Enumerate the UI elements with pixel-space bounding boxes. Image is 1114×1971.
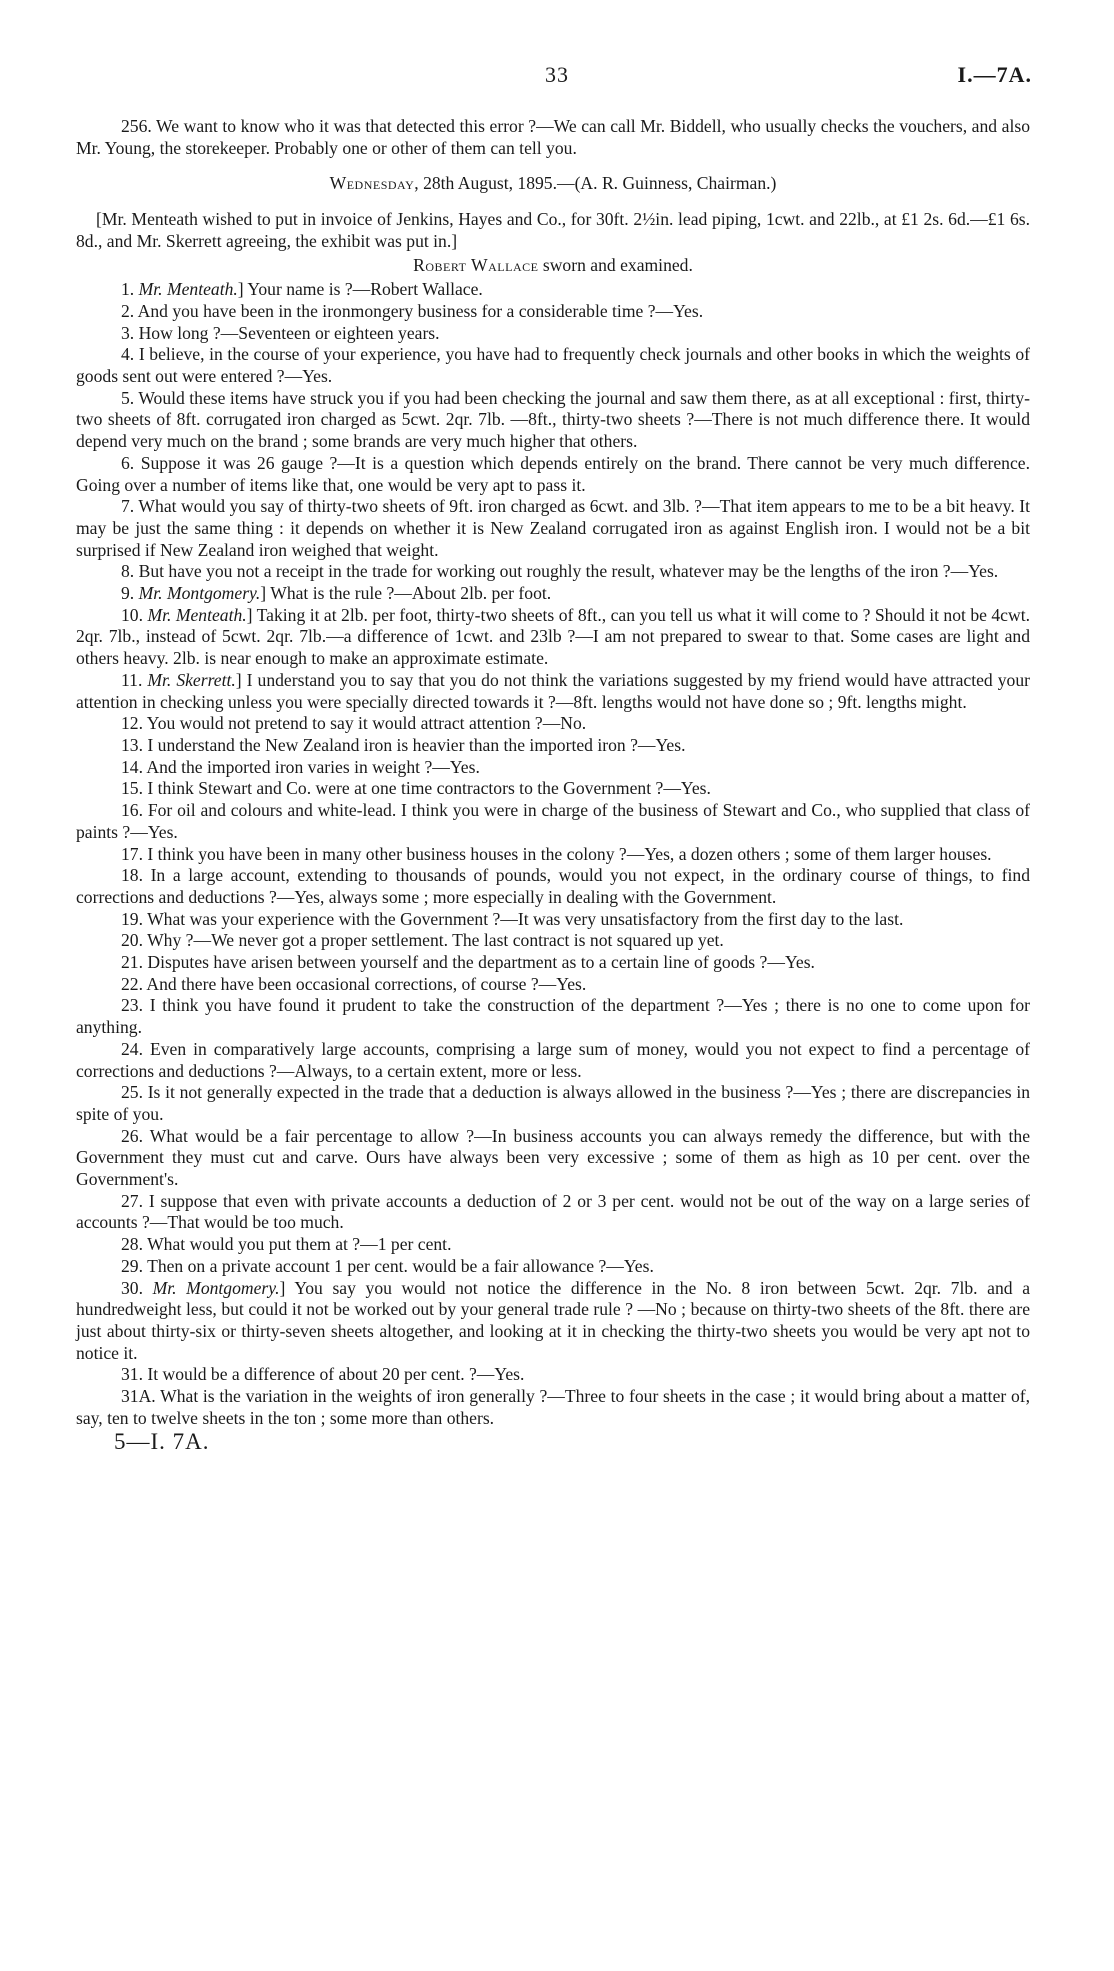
question-number: 25. (121, 1082, 148, 1103)
question-paragraph (76, 844, 1030, 866)
document-reference: I.—7A. (957, 62, 1032, 87)
sitting-date-heading (76, 173, 1030, 195)
question-text: What would you say of thirty-two sheets of 9ft. iron charged as 6cwt. and 3lb. ?—That item appears to me to be a bit heavy. It may be just the same thing : it depends on whether it is New Zealand corrugated iron as against English iron. I would not be a bit surprised if New Zealand iron weighed that weight. (76, 496, 1031, 560)
question-text: ] I understand you to say that you do not think the variations suggested by my friend would have attracted your attention in checking unless you were specially directed towards it ?—8ft. lengths would not have done so ; 9ft. lengths might. (76, 669, 1030, 712)
question-number: 8. (121, 561, 139, 582)
speaker-name: Mr. Menteath. (138, 279, 238, 300)
question-text: ] Taking it at 2lb. per foot, thirty-two sheets of 8ft., can you tell us what it will come to ? Should it not be 4cwt. 2qr. 7lb., instead of 5cwt. 2qr. 7lb.—a difference of 1cwt. and 23lb ?—I am not prepared to swear to that. Some cases are light and others heavy. 2lb. is near enough to make an approximate estimate. (76, 604, 1030, 669)
question-text: You would not pretend to say it would attract attention ?—No. (146, 713, 587, 734)
exhibit-note: [Mr. Menteath wished to put in invoice of Jenkins, Hayes and Co., for 30ft. 2½in. lead piping, 1cwt. and 22lb., at £1 2s. 6d.—£1 6s. 8d., and Mr. Skerrett agreeing, the exhibit was put in.] (76, 209, 1030, 251)
question-text: What would be a fair percentage to allow ?—In business accounts you can always remedy the difference, but with the Government they must cut and carve. Ours have always been very excessive ; some of them as high as 10 per cent. over the Government's. (76, 1125, 1031, 1190)
question-paragraph (76, 930, 1030, 952)
question-text: ] You say you would not notice the difference in the No. 8 iron between 5cwt. 2qr. 7lb. and a hundredweight less, but could it not be worked out by your general trade rule ? —No ; because on thirty-two sheets of the 8ft. there are just about thirty-six or thirty-seven sheets altogether, and looking at it in checking the thirty-two sheets you would be very apt not to notice it. (76, 1277, 1030, 1363)
question-number: 21. (121, 952, 148, 973)
speaker-name: Mr. Skerrett. (147, 669, 236, 690)
question-paragraph (76, 1191, 1030, 1234)
question-number: 29. (121, 1255, 148, 1276)
speaker-name: Mr. Menteath. (147, 604, 247, 625)
question-number: 31A. (121, 1386, 161, 1407)
speaker-name: Mr. Montgomery. (138, 583, 261, 604)
question-number: 6. (121, 452, 141, 473)
question-paragraph (76, 301, 1030, 323)
question-text: Even in comparatively large accounts, comprising a large sum of money, would you not expect to find a percentage of corrections and deductions ?—Always, to a certain extent, more or less. (76, 1038, 1030, 1081)
question-text: ] Your name is ?—Robert Wallace. (237, 279, 483, 300)
witness-name: Robert Wallace (413, 254, 539, 275)
question-paragraph (76, 583, 1030, 605)
signature-footer: 5—I. 7A. (114, 1429, 210, 1455)
question-text: And you have been in the ironmongery business for a considerable time ?—Yes. (137, 300, 704, 321)
question-number: 22. (121, 973, 147, 994)
question-paragraph (76, 800, 1030, 843)
question-paragraph (76, 1039, 1030, 1082)
question-number: 15. (121, 778, 148, 799)
question-paragraph (76, 1364, 1030, 1386)
question-paragraph (76, 865, 1030, 908)
question-text: For oil and colours and white-lead. I think you were in charge of the business of Stewart and Co., who supplied that class of paints ?—Yes. (76, 800, 1030, 842)
question-text: And the imported iron varies in weight ?—Yes. (146, 756, 480, 777)
heading-day: Wednesday (329, 173, 415, 194)
question-paragraph (76, 1082, 1030, 1125)
question-paragraph (76, 453, 1030, 496)
question-text: Suppose it was 26 gauge ?—It is a question which depends entirely on the brand. There cannot be very much difference. Going over a number of items like that, one would be very apt to pass it. (76, 452, 1030, 495)
witness-heading (76, 255, 1030, 277)
question-paragraph (76, 778, 1030, 800)
question-text: What was your experience with the Government ?—It was very unsatisfactory from the first day to the last. (147, 908, 904, 929)
question-paragraph (76, 995, 1030, 1038)
question-list (76, 279, 1030, 1429)
question-number: 4. (121, 344, 139, 365)
question-paragraph (76, 757, 1030, 779)
question-number: 20. (121, 930, 148, 951)
question-text: I suppose that even with private accounts a deduction of 2 or 3 per cent. would not be out of the way on a large series of accounts ?—That would be too much. (76, 1190, 1030, 1233)
question-text: ] What is the rule ?—About 2lb. per foot. (260, 583, 552, 604)
question-paragraph (76, 974, 1030, 996)
heading-rest: , 28th August, 1895.—(A. R. Guinness, Chairman.) (414, 173, 777, 194)
witness-rest: sworn and examined. (538, 254, 693, 275)
question-number: 3. (121, 322, 139, 343)
question-text: What would you put them at ?—1 per cent. (147, 1234, 452, 1255)
question-text: It would be a difference of about 20 per cent. ?—Yes. (147, 1364, 525, 1385)
question-paragraph (76, 713, 1030, 735)
question-number: 7. (121, 496, 139, 517)
question-paragraph (76, 735, 1030, 757)
question-number: 30. (121, 1277, 153, 1298)
page-header (0, 62, 1114, 92)
question-number: 19. (121, 908, 148, 929)
question-paragraph (76, 605, 1030, 670)
question-number: 10. (121, 604, 148, 625)
question-number: 17. (121, 843, 148, 864)
question-number: 9. (121, 583, 139, 604)
question-number: 26. (121, 1125, 150, 1146)
question-text: I think you have been in many other business houses in the colony ?—Yes, a dozen others ; some of them larger houses. (147, 843, 992, 864)
question-text: And there have been occasional corrections, of course ?—Yes. (146, 973, 587, 994)
question-paragraph (76, 1278, 1030, 1365)
question-text: Disputes have arisen between yourself and the department as to a certain line of goods ?—Yes. (147, 952, 815, 973)
question-text: What is the variation in the weights of iron generally ?—Three to four sheets in the case ; it would bring about a matter of, say, ten to twelve sheets in the ton ; some more than others. (76, 1386, 1031, 1428)
page-number: 33 (545, 62, 569, 87)
question-text: Then on a private account 1 per cent. would be a fair allowance ?—Yes. (147, 1255, 654, 1276)
question-text: I think Stewart and Co. were at one time contractors to the Government ?—Yes. (147, 778, 711, 799)
question-number: 24. (121, 1038, 150, 1059)
question-text: I believe, in the course of your experience, you have had to frequently check journals and other books in which the weights of goods sent out were entered ?—Yes. (76, 344, 1031, 387)
question-paragraph (76, 323, 1030, 345)
question-number: 18. (121, 865, 151, 886)
question-text: In a large account, extending to thousands of pounds, would you not expect, in the ordinary course of things, to find corrections and deductions ?—Yes, always some ; more especially in dealing with the Government. (76, 865, 1030, 907)
question-number: 27. (121, 1190, 149, 1211)
question-text: Why ?—We never got a proper settlement. The last contract is not squared up yet. (147, 930, 724, 951)
question-paragraph (76, 909, 1030, 931)
question-paragraph (76, 1256, 1030, 1278)
question-text: How long ?—Seventeen or eighteen years. (138, 322, 440, 343)
question-number: 2. (121, 300, 138, 321)
question-number: 12. (121, 713, 147, 734)
question-paragraph (76, 670, 1030, 713)
question-number: 5. (121, 387, 139, 408)
question-paragraph (76, 952, 1030, 974)
question-text: Would these items have struck you if you had been checking the journal and saw them there, as at all exceptional : first, thirty-two sheets of 8ft. corrugated iron charged as 5cwt. 2qr. 7lb. —8ft., thirty-two sheets ?—There is not much difference there. It would depend very much on the brand ; some brands are very much higher that others. (76, 387, 1030, 452)
question-text: Is it not generally expected in the trade that a deduction is always allowed in the business ?—Yes ; there are discrepancies in spite of you. (76, 1082, 1030, 1124)
question-paragraph (76, 1126, 1030, 1191)
question-number: 28. (121, 1234, 148, 1255)
question-paragraph (76, 496, 1030, 561)
question-paragraph (76, 561, 1030, 583)
intro-paragraph: 256. We want to know who it was that detected this error ?—We can call Mr. Biddell, who usually checks the vouchers, and also Mr. Young, the storekeeper. Probably one or other of them can tell you. (76, 116, 1030, 158)
question-number: 13. (121, 734, 148, 755)
question-paragraph (76, 344, 1030, 387)
question-number: 31. (121, 1364, 148, 1385)
question-number: 1. (121, 279, 139, 300)
question-paragraph (76, 388, 1030, 453)
question-number: 16. (121, 800, 148, 821)
question-text: I understand the New Zealand iron is heavier than the imported iron ?—Yes. (147, 734, 686, 755)
question-paragraph (76, 1234, 1030, 1256)
question-number: 14. (121, 756, 147, 777)
question-paragraph (76, 1386, 1030, 1429)
speaker-name: Mr. Montgomery. (152, 1277, 280, 1298)
question-text: But have you not a receipt in the trade for working out roughly the result, whatever may be the lengths of the iron ?—Yes. (138, 561, 999, 582)
page-body (76, 116, 1030, 1453)
question-paragraph (76, 279, 1030, 301)
question-number: 23. (121, 995, 150, 1016)
question-number: 11. (121, 669, 148, 690)
question-text: I think you have found it prudent to take the construction of the department ?—Yes ; there is no one to come upon for anything. (76, 995, 1031, 1038)
